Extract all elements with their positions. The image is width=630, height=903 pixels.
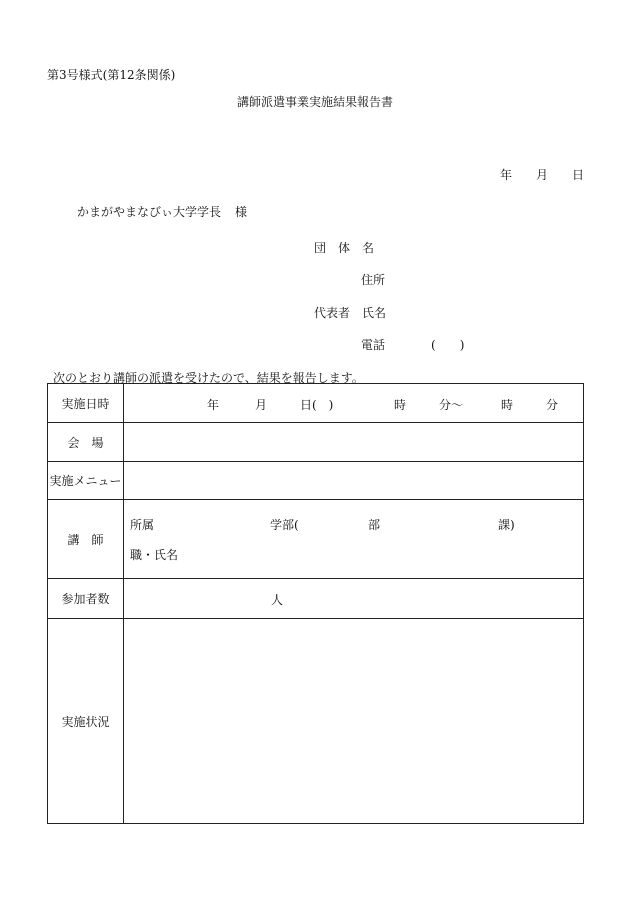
sender-address-label: 住所 <box>361 273 386 287</box>
sender-phone <box>361 336 464 353</box>
date-line <box>500 166 584 183</box>
field-status[interactable] <box>124 619 584 824</box>
label-venue: 会 場 <box>48 423 124 462</box>
end-minute-unit: 分 <box>546 398 559 412</box>
addressee-name: かまがやまなびぃ大学学長 <box>77 205 222 219</box>
sender-representative-label: 代表者 氏名 <box>314 306 387 320</box>
label-lecturer: 講 師 <box>48 500 124 579</box>
row-participants <box>48 579 584 619</box>
field-participants[interactable] <box>124 579 584 619</box>
department-label: 部 <box>368 518 381 532</box>
document-title: 講師派遣事業実施結果報告書 <box>236 95 393 109</box>
date-month: 月 <box>536 168 549 182</box>
date-year: 年 <box>500 168 513 182</box>
label-status: 実施状況 <box>48 619 124 824</box>
field-date[interactable] <box>124 384 584 423</box>
sender-phone-areacode: ( ) <box>431 338 465 352</box>
date-month-unit: 月 <box>255 398 268 412</box>
start-minute-unit: 分〜 <box>439 398 464 412</box>
intro-text: 次のとおり講師の派遣を受けたので、結果を報告します。 <box>53 371 364 385</box>
section-label: 課) <box>498 518 515 532</box>
start-hour-unit: 時 <box>394 398 407 412</box>
row-menu <box>48 462 584 500</box>
label-menu: 実施メニュー <box>48 462 124 500</box>
label-date: 実施日時 <box>48 384 124 423</box>
row-venue <box>48 423 584 462</box>
date-day-unit: 日( ) <box>300 398 334 412</box>
field-lecturer[interactable] <box>124 500 584 579</box>
row-status <box>48 619 584 824</box>
participants-unit: 人 <box>271 593 284 607</box>
label-participants: 参加者数 <box>48 579 124 619</box>
date-day: 日 <box>572 168 585 182</box>
addressee-honorific: 様 <box>235 205 248 219</box>
sender-org-label: 団 体 名 <box>314 241 375 255</box>
field-menu[interactable] <box>124 462 584 500</box>
form-number: 第3号様式(第12条関係) <box>47 68 176 82</box>
title-name-label: 職・氏名 <box>130 548 179 562</box>
affiliation-label: 所属 <box>130 518 155 532</box>
report-table <box>47 383 584 824</box>
field-venue[interactable] <box>124 423 584 462</box>
row-lecturer <box>48 500 584 579</box>
addressee <box>77 203 247 220</box>
date-year-unit: 年 <box>207 398 220 412</box>
end-hour-unit: 時 <box>501 398 514 412</box>
row-date <box>48 384 584 423</box>
faculty-label: 学部( <box>270 518 299 532</box>
sender-phone-label: 電話 <box>361 338 386 352</box>
